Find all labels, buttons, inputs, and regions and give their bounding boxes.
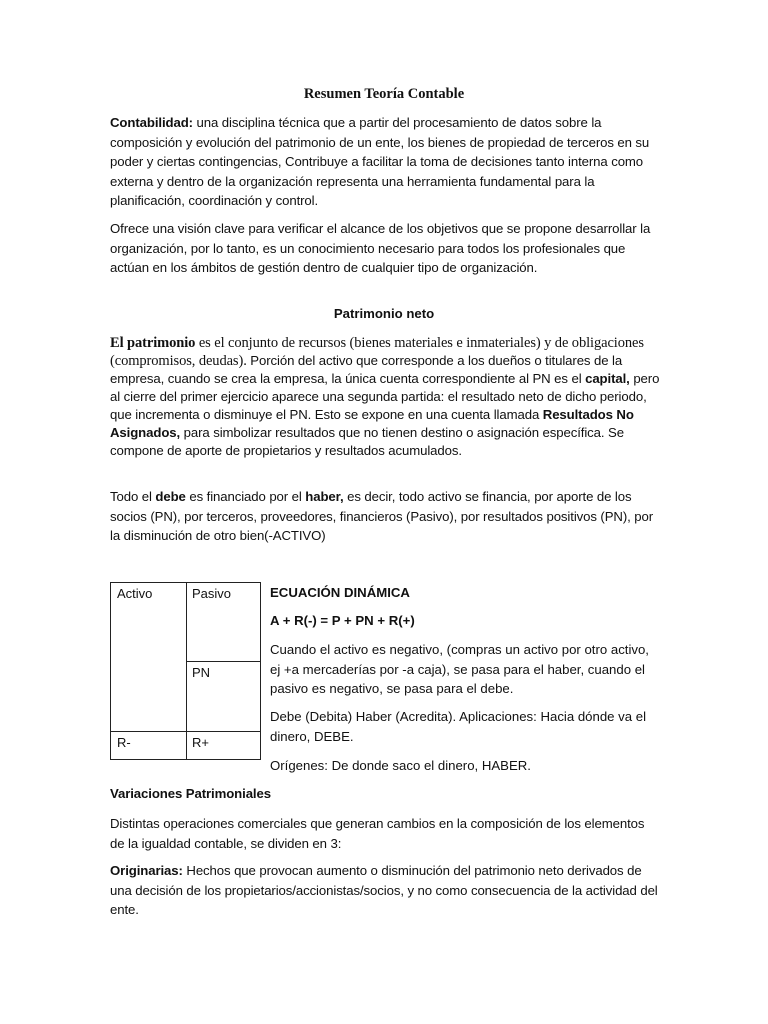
ecuacion-text-3: Orígenes: De donde saco el dinero, HABER.	[270, 758, 531, 773]
paragraph-vision: Ofrece una visión clave para verificar el alcance de los objetivos que se propone desarrollar la organización, por lo tanto, es un conocimiento necesario para todos los profesionales que actúan en los ámbitos de gestión dentro de cualquier tipo de organización.	[110, 221, 651, 275]
debe-haber-text-b: es financiado por el	[185, 489, 306, 504]
paragraph-originarias	[110, 861, 660, 920]
debe-haber-text-a: Todo el	[110, 489, 156, 504]
patrimonio-text-b: pero al cierre del primer ejercicio aparece una segunda partida: el resultado neto de dicho periodo, que incrementa o disminuye el PN. Esto se expone en una cuenta llamada	[110, 371, 660, 422]
paragraph-debe-haber	[110, 487, 660, 546]
paragraph-contabilidad-text: una disciplina técnica que a partir del procesamiento de datos sobre la composición y evolución del patrimonio de un ente, los bienes de propiedad de terceros en su poder y ciertas contingencias, Contribuye a facilitar la toma de decisiones tanto interna como externa y dentro de la organización representa una herramienta fundamental para la planificación, coordinación y control.	[110, 115, 650, 208]
originarias-text: Hechos que provocan aumento o disminución del patrimonio neto derivados de una decisión de los propietarios/accionistas/socios, y no como consecuencia de la actividad del ente.	[110, 863, 658, 917]
term-originarias: Originarias:	[110, 863, 183, 878]
patrimonio-text-a: Porción del activo que corresponde a los dueños o titulares de la empresa, cuando se crea la empresa, la única cuenta correspondiente al PN es el	[110, 353, 623, 386]
term-patrimonio: El patrimonio	[110, 335, 196, 351]
paragraph-variaciones: Distintas operaciones comerciales que generan cambios en la composición de los elementos de la igualdad contable, se dividen en 3:	[110, 816, 645, 851]
page-title: Resumen Teoría Contable	[303, 86, 465, 102]
ecuacion-text-1: Cuando el activo es negativo, (compras un activo por otro activo, ej +a mercaderías por -a caja), se pasa para el haber, cuando el pasivo es negativo, se pasa para el debe.	[270, 642, 649, 696]
patrimonio-text-c: para simbolizar resultados que no tienen destino o asignación específica. Se compone de aporte de propietarios y resultados acumulados.	[110, 425, 624, 458]
term-haber: haber,	[305, 489, 344, 504]
heading-patrimonio-neto: Patrimonio neto	[333, 306, 435, 321]
cell-r-plus: R+	[192, 735, 209, 750]
equation-formula: A + R(-) = P + PN + R(+)	[270, 613, 415, 628]
table-vertical-divider	[186, 583, 187, 759]
cell-pn: PN	[192, 665, 211, 680]
ecuacion-text-2: Debe (Debita) Haber (Acredita). Aplicaciones: Hacia dónde va el dinero, DEBE.	[270, 709, 647, 744]
heading-variaciones: Variaciones Patrimoniales	[110, 786, 271, 801]
table-divider-results	[111, 731, 260, 732]
term-resultados-no-asignados: Resultados No Asignados,	[110, 407, 634, 440]
paragraph-contabilidad	[110, 113, 660, 211]
term-capital: capital,	[585, 371, 630, 386]
heading-ecuacion-dinamica: ECUACIÓN DINÁMICA	[270, 585, 410, 600]
term-contabilidad: Contabilidad:	[110, 115, 193, 130]
patrimonio-serif-text: es el conjunto de recursos (bienes materiales e inmateriales) y de obligaciones (compromisos, deudas).	[110, 335, 644, 369]
cell-pasivo: Pasivo	[192, 586, 232, 601]
paragraph-patrimonio	[110, 334, 660, 460]
cell-activo: Activo	[117, 586, 153, 601]
cell-r-minus: R-	[117, 735, 131, 750]
term-debe: debe	[155, 489, 186, 504]
equation-table	[110, 582, 261, 760]
table-divider-pasivo-pn	[186, 661, 261, 662]
debe-haber-text-c: es decir, todo activo se financia, por aporte de los socios (PN), por terceros, proveedores, financieros (Pasivo), por resultados positivos (PN), por la disminución de otro bien(-ACTIVO)	[110, 489, 654, 543]
